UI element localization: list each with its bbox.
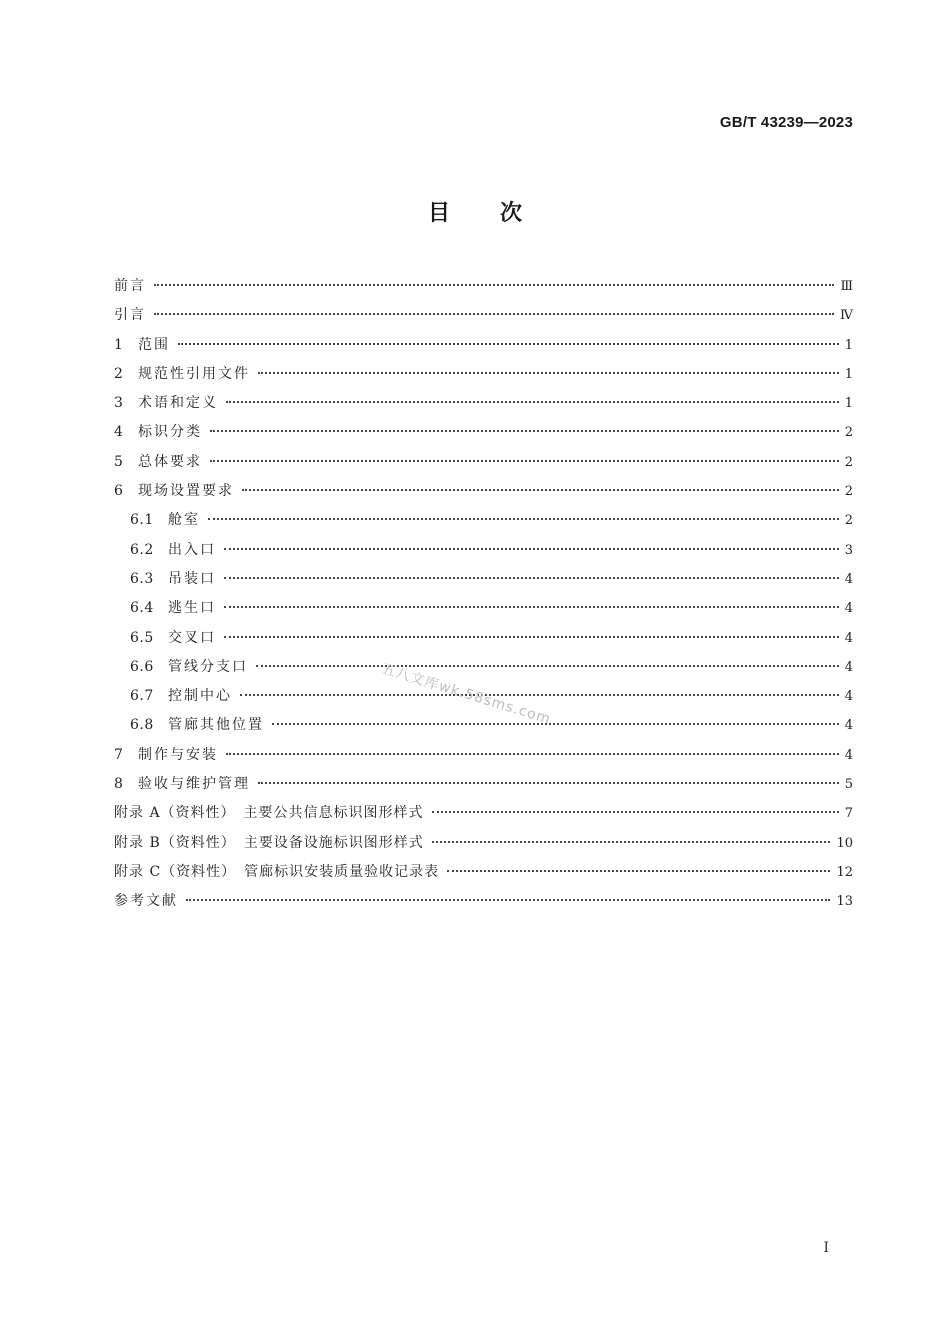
toc-entry-page: 4 [844, 601, 853, 617]
toc-entry-page: 12 [836, 864, 853, 880]
toc-entry[interactable] [114, 448, 853, 477]
watermark: 五八文库wk.58sms.com [379, 660, 553, 728]
toc-entry-label: 引言 [114, 307, 146, 324]
toc-entry-page: 2 [844, 513, 853, 529]
toc-entry-number: 6.6 [130, 658, 154, 675]
toc-entry-page: Ⅲ [840, 279, 853, 294]
toc-entry-number: 6.8 [130, 717, 154, 734]
toc-entry-label: 控制中心 [168, 688, 232, 705]
toc-entry[interactable] [114, 565, 853, 594]
toc-entry[interactable] [114, 272, 853, 301]
toc-entry-page: 2 [844, 425, 853, 441]
toc-entry[interactable] [114, 829, 853, 858]
toc-entry-label: 参考文献 [114, 893, 178, 910]
toc-entry-label: 交叉口 [168, 629, 216, 646]
page-title [0, 196, 950, 227]
toc-dot-leader [240, 694, 839, 696]
toc-entry-label: 附录 C（资料性） 管廊标识安装质量验收记录表 [114, 863, 440, 880]
toc-entry[interactable] [114, 301, 853, 330]
toc-dot-leader [256, 665, 839, 667]
toc-entry-number: 2 [114, 365, 124, 382]
toc-entry[interactable] [114, 536, 853, 565]
toc-dot-leader [178, 343, 839, 345]
toc-dot-leader [447, 870, 830, 872]
toc-entry-label: 制作与安装 [138, 746, 218, 763]
toc-entry-label: 标识分类 [138, 424, 202, 441]
toc-dot-leader [186, 899, 830, 901]
toc-dot-leader [208, 518, 839, 520]
toc-entry-label: 前言 [114, 278, 146, 294]
toc-dot-leader [258, 782, 839, 784]
toc-entry[interactable] [114, 360, 853, 389]
toc-entry[interactable] [114, 506, 853, 535]
toc-entry-page: 4 [844, 718, 853, 734]
toc-entry-page: 1 [844, 366, 853, 382]
toc-entry[interactable] [114, 653, 853, 682]
toc-entry[interactable] [114, 594, 853, 623]
page-title-char-1: 目 [427, 201, 450, 226]
toc-dot-leader [224, 606, 839, 608]
page-title-char-2: 次 [500, 201, 523, 226]
toc-entry-label: 规范性引用文件 [138, 365, 250, 382]
toc-entry-page: 3 [844, 542, 853, 558]
toc-entry-page: 4 [844, 630, 853, 646]
toc-entry[interactable] [114, 887, 853, 916]
toc-entry-page: 4 [844, 571, 853, 587]
toc-entry[interactable] [114, 418, 853, 447]
toc-entry-label: 逃生口 [168, 600, 216, 617]
toc-entry-number: 3 [114, 395, 124, 412]
toc-entry-number: 6 [114, 483, 124, 500]
page-number: I [823, 1240, 829, 1256]
toc-dot-leader [224, 577, 839, 579]
toc-dot-leader [224, 636, 839, 638]
toc-entry-number: 6.4 [130, 600, 154, 617]
toc-entry-page: 13 [836, 894, 853, 910]
toc-entry-number: 4 [114, 424, 124, 441]
toc-entry-label: 舱室 [168, 512, 200, 529]
toc-entry-page: 10 [836, 835, 853, 851]
toc-entry-page: 7 [844, 806, 853, 822]
toc-entry-label: 吊装口 [168, 570, 216, 587]
toc-entry[interactable] [114, 389, 853, 418]
toc-entry-number: 6.2 [130, 541, 154, 558]
toc-dot-leader [242, 489, 839, 491]
toc-dot-leader [226, 753, 839, 755]
toc-entry-number: 5 [114, 453, 124, 470]
toc-entry-label: 现场设置要求 [138, 483, 234, 500]
toc-entry[interactable] [114, 770, 853, 799]
toc-entry-page: 4 [844, 747, 853, 763]
toc-entry-label: 附录 B（资料性） 主要设备设施标识图形样式 [114, 834, 424, 851]
toc-entry-number: 6.7 [130, 688, 154, 705]
toc-entry-page: Ⅳ [840, 308, 853, 324]
toc-dot-leader [432, 811, 839, 813]
toc-entry-number: 6.1 [130, 512, 154, 529]
toc-dot-leader [226, 401, 839, 403]
toc-entry-label: 验收与维护管理 [138, 776, 250, 793]
toc-entry[interactable] [114, 799, 853, 828]
toc-entry-page: 2 [844, 484, 853, 500]
toc-entry-page: 4 [844, 689, 853, 705]
toc-entry-number: 1 [114, 336, 124, 353]
toc-dot-leader [272, 723, 839, 725]
toc-entry[interactable] [114, 711, 853, 740]
toc-entry-page: 4 [844, 659, 853, 675]
table-of-contents [114, 272, 853, 917]
toc-entry-number: 6.5 [130, 629, 154, 646]
toc-entry-page: 2 [844, 454, 853, 470]
standard-number: GB/T 43239—2023 [719, 114, 853, 131]
toc-entry-label: 管廊其他位置 [168, 717, 264, 734]
toc-dot-leader [258, 372, 839, 374]
toc-entry-number: 7 [114, 746, 124, 763]
toc-dot-leader [154, 313, 834, 315]
toc-entry[interactable] [114, 477, 853, 506]
toc-entry-label: 总体要求 [138, 453, 202, 470]
toc-entry-page: 5 [844, 777, 853, 793]
toc-entry[interactable] [114, 624, 853, 653]
toc-dot-leader [224, 548, 839, 550]
toc-dot-leader [154, 284, 834, 286]
toc-dot-leader [432, 841, 831, 843]
toc-entry-label: 管线分支口 [168, 658, 248, 675]
toc-entry[interactable] [114, 741, 853, 770]
toc-entry-label: 术语和定义 [138, 395, 218, 412]
toc-entry-page: 1 [844, 337, 853, 353]
toc-entry-label: 出入口 [168, 541, 216, 558]
toc-entry-label: 范围 [138, 336, 170, 353]
toc-dot-leader [210, 460, 839, 462]
toc-entry[interactable] [114, 331, 853, 360]
toc-entry-label: 附录 A（资料性） 主要公共信息标识图形样式 [114, 805, 424, 822]
toc-entry-number: 6.3 [130, 570, 154, 587]
toc-entry-number: 8 [114, 776, 124, 793]
toc-dot-leader [210, 430, 839, 432]
toc-entry-page: 1 [844, 396, 853, 412]
toc-entry[interactable] [114, 858, 853, 887]
